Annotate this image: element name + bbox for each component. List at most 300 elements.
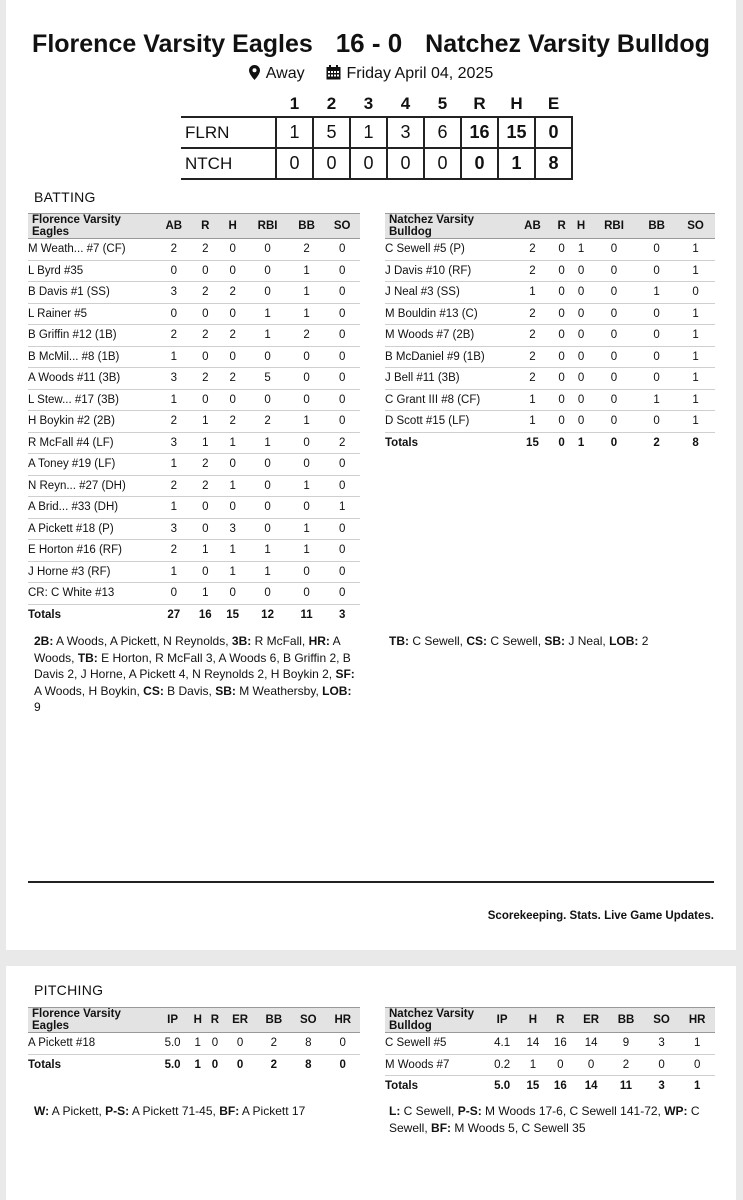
stat-bb: 1 — [289, 260, 325, 282]
linescore-row — [181, 117, 572, 148]
natchez-pitching-table — [385, 1007, 715, 1097]
stat-rbi: 0 — [246, 454, 288, 476]
stat-r: 0 — [552, 282, 571, 304]
player-name: E Horton #16 (RF) — [28, 540, 156, 562]
florence-batting-player-row — [28, 497, 360, 519]
stat-h: 0 — [571, 389, 590, 411]
linescore-inning-runs: 0 — [387, 148, 424, 179]
natchez-batting-player-row — [385, 346, 715, 368]
stat-bb: 1 — [289, 282, 325, 304]
stat-h: 1 — [219, 432, 246, 454]
total-bb: 2 — [653, 436, 660, 449]
stat-column-header: BB — [257, 1008, 291, 1033]
note-text: M Woods 5, C Sewell 35 — [451, 1120, 586, 1135]
totals-label: Totals — [28, 608, 62, 621]
note-label: L: — [389, 1104, 401, 1118]
stat-so: 1 — [676, 260, 715, 282]
stat-column-header: BB — [608, 1008, 644, 1033]
stat-column-header: SO — [676, 214, 715, 239]
stat-h: 1 — [219, 475, 246, 497]
stat-ab: 2 — [156, 411, 192, 433]
total-so: 8 — [305, 1058, 312, 1071]
team-column-header: Florence Varsity Eagles — [28, 214, 156, 239]
stat-rbi: 0 — [246, 389, 288, 411]
stat-ip: 0.2 — [485, 1054, 519, 1076]
note-label: LOB: — [322, 683, 352, 698]
stat-rbi: 5 — [246, 368, 288, 390]
stat-ab: 1 — [156, 389, 192, 411]
stat-r: 0 — [192, 497, 219, 519]
linescore-r: 16 — [461, 117, 498, 148]
stat-so: 2 — [324, 432, 360, 454]
stat-column-header: H — [519, 1008, 546, 1033]
note-label: WP: — [664, 1104, 688, 1118]
stat-h: 1 — [219, 561, 246, 583]
linescore-e: 0 — [535, 117, 572, 148]
stat-ab: 3 — [156, 432, 192, 454]
stat-so: 0 — [324, 239, 360, 261]
stat-so: 0 — [324, 583, 360, 605]
stat-h: 1 — [571, 239, 590, 261]
stat-so: 0 — [324, 389, 360, 411]
florence-batting-player-row — [28, 411, 360, 433]
stat-r: 0 — [547, 1054, 574, 1076]
note-label: SB: — [544, 634, 566, 648]
stat-bb: 0 — [637, 346, 676, 368]
player-name: L Rainer #5 — [28, 303, 156, 325]
florence-batting-player-row — [28, 282, 360, 304]
stat-so: 0 — [324, 346, 360, 368]
stat-rbi: 0 — [591, 389, 637, 411]
stat-h: 1 — [519, 1054, 546, 1076]
florence-batting-player-row — [28, 518, 360, 540]
linescore-r: 0 — [461, 148, 498, 179]
stat-column-header: RBI — [591, 214, 637, 239]
calendar-icon — [326, 65, 341, 80]
stat-rbi: 0 — [591, 411, 637, 433]
florence-batting-player-row — [28, 454, 360, 476]
stat-bb: 2 — [608, 1054, 644, 1076]
linescore-column-header: 2 — [326, 94, 337, 113]
stat-bb: 1 — [637, 389, 676, 411]
stat-so: 1 — [676, 239, 715, 261]
stat-column-header: SO — [324, 214, 360, 239]
stat-bb: 1 — [289, 411, 325, 433]
stat-so: 1 — [676, 325, 715, 347]
stat-r: 2 — [192, 282, 219, 304]
stat-r: 1 — [192, 540, 219, 562]
stat-column-header: R — [206, 1008, 223, 1033]
total-h: 1 — [577, 436, 585, 449]
note-label: TB: — [389, 634, 409, 648]
stat-so: 0 — [324, 454, 360, 476]
stat-ab: 2 — [156, 325, 192, 347]
stat-r: 0 — [552, 260, 571, 282]
player-name: C Sewell #5 (P) — [385, 239, 513, 261]
note-text: A Pickett 17 — [239, 1104, 306, 1118]
player-name: B Griffin #12 (1B) — [28, 325, 156, 347]
stat-ab: 1 — [513, 282, 552, 304]
note-label: SB: — [215, 683, 236, 698]
linescore-e: 8 — [535, 148, 572, 179]
stat-bb: 0 — [289, 432, 325, 454]
total-ab: 27 — [167, 608, 181, 621]
stat-ab: 2 — [156, 239, 192, 261]
stat-h: 0 — [219, 497, 246, 519]
note-label: HR: — [308, 634, 330, 648]
stat-column-header: SO — [644, 1008, 680, 1033]
stat-ab: 0 — [156, 583, 192, 605]
florence-batting-player-row — [28, 583, 360, 605]
stat-h: 0 — [219, 346, 246, 368]
stat-ab: 1 — [513, 411, 552, 433]
natchez-pitching-totals-row — [385, 1076, 715, 1097]
stat-bb: 2 — [289, 239, 325, 261]
stat-r: 2 — [192, 475, 219, 497]
stat-r: 2 — [192, 454, 219, 476]
stat-h: 0 — [571, 325, 590, 347]
total-rbi: 12 — [261, 608, 274, 621]
florence-pitching-table — [28, 1007, 360, 1075]
note-text: C Sewell, — [389, 1104, 700, 1135]
note-label: W: — [34, 1104, 50, 1118]
stat-h: 1 — [219, 540, 246, 562]
linescore-column-header: E — [547, 94, 560, 113]
stat-r: 1 — [192, 432, 219, 454]
player-name: C Sewell #5 — [385, 1033, 485, 1055]
stat-ab: 2 — [513, 260, 552, 282]
stat-bb: 1 — [289, 475, 325, 497]
player-name: J Neal #3 (SS) — [385, 282, 513, 304]
linescore-inning-runs: 3 — [387, 117, 424, 148]
totals-label: Totals — [28, 1058, 62, 1071]
florence-batting-player-row — [28, 325, 360, 347]
stat-bb: 0 — [289, 454, 325, 476]
stat-so: 1 — [676, 389, 715, 411]
natchez-batting-totals-row — [385, 432, 715, 453]
player-name: J Bell #11 (3B) — [385, 368, 513, 390]
stat-r: 0 — [192, 561, 219, 583]
stat-bb: 1 — [289, 540, 325, 562]
stat-rbi: 0 — [246, 475, 288, 497]
stat-column-header: HR — [326, 1008, 361, 1033]
player-name: H Boykin #2 (2B) — [28, 411, 156, 433]
note-text: A Woods, A Pickett, N Reynolds, — [53, 634, 232, 648]
stat-h: 14 — [519, 1033, 546, 1055]
linescore-team: FLRN — [181, 117, 276, 148]
stat-r: 0 — [552, 303, 571, 325]
natchez-batting-player-row — [385, 389, 715, 411]
pitching-section-title: PITCHING — [34, 982, 104, 998]
stat-ab: 2 — [513, 368, 552, 390]
stat-ab: 0 — [156, 303, 192, 325]
stat-h: 0 — [571, 260, 590, 282]
stat-rbi: 0 — [246, 497, 288, 519]
stat-rbi: 1 — [246, 432, 288, 454]
stat-h: 0 — [571, 282, 590, 304]
natchez-batting-player-row — [385, 368, 715, 390]
stat-r: 0 — [192, 389, 219, 411]
stat-ab: 2 — [513, 346, 552, 368]
florence-pitching-notes — [34, 1103, 364, 1120]
stat-column-header: RBI — [246, 214, 288, 239]
player-name: B McMil... #8 (1B) — [28, 346, 156, 368]
linescore-inning-runs: 5 — [313, 117, 350, 148]
stat-so: 0 — [644, 1054, 680, 1076]
stat-rbi: 0 — [591, 239, 637, 261]
stat-so: 0 — [324, 368, 360, 390]
note-label: P-S: — [457, 1104, 482, 1118]
linescore-column-header: R — [473, 94, 486, 113]
linescore-inning-runs: 1 — [350, 117, 387, 148]
stat-h: 0 — [219, 303, 246, 325]
stat-column-header: R — [552, 214, 571, 239]
note-text: A Pickett 71-45, — [129, 1104, 220, 1118]
stat-r: 0 — [552, 325, 571, 347]
florence-batting-player-row — [28, 303, 360, 325]
player-name: L Stew... #17 (3B) — [28, 389, 156, 411]
natchez-batting-notes — [389, 633, 714, 650]
player-name: M Bouldin #13 (C) — [385, 303, 513, 325]
team-column-header: Natchez Varsity Bulldog — [385, 1008, 485, 1033]
stat-r: 0 — [192, 303, 219, 325]
player-name: M Weath... #7 (CF) — [28, 239, 156, 261]
game-date: Friday April 04, 2025 — [346, 65, 494, 82]
linescore-inning-runs: 0 — [424, 148, 461, 179]
florence-batting-player-row — [28, 368, 360, 390]
stat-so: 0 — [324, 475, 360, 497]
stat-so: 0 — [324, 561, 360, 583]
total-bb: 11 — [619, 1080, 633, 1093]
stat-rbi: 0 — [591, 260, 637, 282]
team-column-header: Florence Varsity Eagles — [28, 1008, 156, 1033]
stat-so: 1 — [324, 497, 360, 519]
total-so: 3 — [658, 1080, 665, 1093]
florence-batting-totals-row — [28, 604, 360, 625]
linescore-column-header: 1 — [289, 94, 300, 113]
stat-hr: 0 — [679, 1054, 715, 1076]
player-name: J Horne #3 (RF) — [28, 561, 156, 583]
stat-so: 0 — [324, 518, 360, 540]
player-name: CR: C White #13 — [28, 583, 156, 605]
stat-rbi: 0 — [591, 303, 637, 325]
stat-rbi: 2 — [246, 411, 288, 433]
stat-r: 0 — [206, 1033, 223, 1055]
stat-bb: 1 — [289, 518, 325, 540]
note-text: A Woods, — [34, 634, 340, 665]
natchez-pitching-player-row — [385, 1054, 715, 1076]
stat-r: 0 — [552, 411, 571, 433]
stat-h: 2 — [219, 325, 246, 347]
stat-so: 0 — [324, 303, 360, 325]
stat-rbi: 1 — [246, 540, 288, 562]
note-label: 2B: — [34, 634, 54, 648]
stat-rbi: 0 — [246, 239, 288, 261]
total-h: 1 — [194, 1058, 201, 1071]
stat-ip: 5.0 — [156, 1033, 189, 1055]
linescore-column-header: 3 — [363, 94, 374, 113]
stat-so: 1 — [676, 411, 715, 433]
note-text: 2 — [638, 634, 649, 648]
player-name: N Reyn... #27 (DH) — [28, 475, 156, 497]
stat-rbi: 0 — [246, 583, 288, 605]
total-r: 16 — [198, 608, 212, 621]
footer-divider — [28, 881, 714, 883]
note-text: C Sewell, — [409, 634, 467, 648]
total-hr: 0 — [339, 1058, 346, 1071]
game-header — [6, 28, 736, 59]
stat-so: 8 — [291, 1033, 325, 1055]
stat-r: 0 — [552, 239, 571, 261]
stat-rbi: 0 — [246, 260, 288, 282]
florence-batting-player-row — [28, 389, 360, 411]
stat-r: 2 — [192, 239, 219, 261]
natchez-batting-player-row — [385, 282, 715, 304]
stat-r: 2 — [192, 325, 219, 347]
stat-h: 0 — [571, 411, 590, 433]
stat-er: 14 — [574, 1033, 608, 1055]
player-name: B McDaniel #9 (1B) — [385, 346, 513, 368]
stat-ab: 2 — [156, 540, 192, 562]
florence-pitching-totals-row — [28, 1054, 360, 1075]
florence-batting-player-row — [28, 346, 360, 368]
total-bb: 11 — [300, 608, 313, 621]
stat-column-header: HR — [679, 1008, 715, 1033]
stat-bb: 0 — [637, 368, 676, 390]
note-label: CS: — [466, 634, 488, 648]
note-text: 9 — [34, 700, 41, 714]
stat-h: 0 — [219, 583, 246, 605]
stat-ab: 3 — [156, 518, 192, 540]
stat-ab: 2 — [156, 475, 192, 497]
stat-ab: 1 — [513, 389, 552, 411]
stat-bb: 0 — [289, 497, 325, 519]
stat-bb: 2 — [257, 1033, 291, 1055]
note-label: BF: — [219, 1104, 240, 1118]
note-label: BF: — [431, 1120, 452, 1135]
total-so: 8 — [692, 436, 699, 449]
stat-er: 0 — [224, 1033, 257, 1055]
player-name: L Byrd #35 — [28, 260, 156, 282]
linescore-inning-runs: 1 — [276, 117, 313, 148]
note-text: A Woods, H Boykin, — [34, 683, 144, 698]
stat-column-header: AB — [513, 214, 552, 239]
stat-hr: 1 — [679, 1033, 715, 1055]
stat-bb: 0 — [289, 368, 325, 390]
stat-ab: 3 — [156, 282, 192, 304]
stat-bb: 0 — [637, 411, 676, 433]
note-label: SF: — [335, 667, 355, 681]
stat-rbi: 1 — [246, 325, 288, 347]
stat-so: 1 — [676, 303, 715, 325]
linescore-h: 15 — [498, 117, 535, 148]
stat-bb: 0 — [289, 346, 325, 368]
stat-r: 1 — [192, 411, 219, 433]
stat-so: 0 — [676, 282, 715, 304]
note-label: 3B: — [231, 634, 252, 648]
player-name: C Grant III #8 (CF) — [385, 389, 513, 411]
linescore-inning-runs: 0 — [313, 148, 350, 179]
stat-r: 0 — [192, 346, 219, 368]
note-label: CS: — [143, 683, 164, 698]
florence-batting-notes — [34, 633, 359, 716]
stat-rbi: 0 — [246, 346, 288, 368]
stat-rbi: 1 — [246, 303, 288, 325]
stat-bb: 0 — [637, 239, 676, 261]
total-h: 15 — [526, 1080, 540, 1093]
total-r: 0 — [211, 1058, 219, 1071]
stat-so: 1 — [676, 368, 715, 390]
stat-bb: 0 — [637, 325, 676, 347]
stat-column-header: IP — [156, 1008, 189, 1033]
note-text: M Woods 17-6, C Sewell 141-72, — [481, 1104, 665, 1118]
player-name: M Woods #7 (2B) — [385, 325, 513, 347]
player-name: A Toney #19 (LF) — [28, 454, 156, 476]
stat-ab: 0 — [156, 260, 192, 282]
stat-h: 0 — [571, 303, 590, 325]
stat-ab: 1 — [156, 497, 192, 519]
player-name: B Davis #1 (SS) — [28, 282, 156, 304]
stat-column-header: R — [192, 214, 219, 239]
stat-so: 0 — [324, 540, 360, 562]
stat-bb: 9 — [608, 1033, 644, 1055]
player-name: M Woods #7 — [385, 1054, 485, 1076]
natchez-pitching-notes — [389, 1103, 719, 1136]
game-meta — [6, 65, 736, 83]
stat-so: 0 — [324, 260, 360, 282]
stat-column-header: SO — [291, 1008, 325, 1033]
player-name: A Brid... #33 (DH) — [28, 497, 156, 519]
note-label: LOB: — [609, 634, 639, 648]
stat-hr: 0 — [326, 1033, 361, 1055]
stat-ab: 1 — [156, 454, 192, 476]
note-label: P-S: — [105, 1104, 130, 1118]
florence-batting-player-row — [28, 561, 360, 583]
stat-rbi: 0 — [591, 368, 637, 390]
stat-rbi: 0 — [246, 282, 288, 304]
total-ab: 15 — [526, 436, 539, 449]
player-name: A Pickett #18 — [28, 1033, 156, 1055]
natchez-batting-player-row — [385, 260, 715, 282]
stat-bb: 0 — [289, 389, 325, 411]
stat-r: 0 — [192, 260, 219, 282]
stat-so: 0 — [324, 411, 360, 433]
stat-h: 2 — [219, 411, 246, 433]
stat-ab: 3 — [156, 368, 192, 390]
stat-column-header: R — [547, 1008, 574, 1033]
stat-so: 1 — [676, 346, 715, 368]
note-text: B Davis, — [163, 683, 216, 698]
stat-r: 2 — [192, 368, 219, 390]
linescore-table — [181, 92, 573, 180]
stat-so: 3 — [644, 1033, 680, 1055]
linescore-h: 1 — [498, 148, 535, 179]
stat-ab: 1 — [156, 561, 192, 583]
stat-ab: 2 — [513, 325, 552, 347]
stat-h: 2 — [219, 368, 246, 390]
stat-bb: 2 — [289, 325, 325, 347]
player-name: J Davis #10 (RF) — [385, 260, 513, 282]
stat-h: 0 — [219, 239, 246, 261]
florence-batting-table — [28, 213, 360, 625]
stat-rbi: 0 — [591, 325, 637, 347]
stat-h: 1 — [189, 1033, 206, 1055]
stat-r: 0 — [552, 368, 571, 390]
florence-batting-player-row — [28, 432, 360, 454]
team-column-header: Natchez Varsity Bulldog — [385, 214, 513, 239]
player-name: A Pickett #18 (P) — [28, 518, 156, 540]
note-text: C Sewell, — [400, 1104, 458, 1118]
